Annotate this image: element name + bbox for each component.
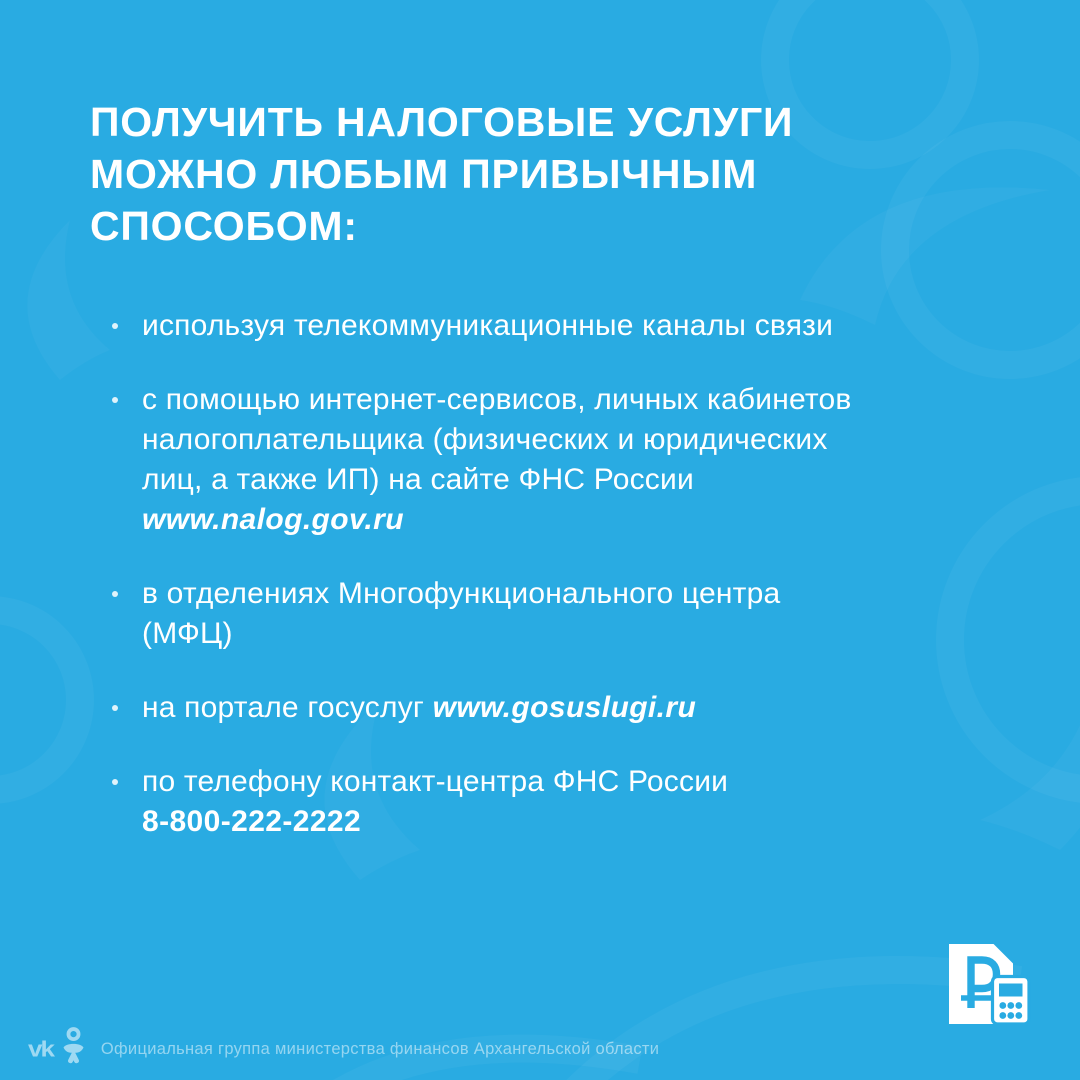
bullet-text: [142, 306, 962, 346]
bullet-text: [142, 380, 962, 540]
bullet-line: (МФЦ): [142, 617, 233, 650]
bullet-line: лиц, а также ИП) на сайте ФНС России: [142, 463, 694, 496]
bullet-item: [90, 306, 1000, 346]
page-title: [90, 96, 1000, 252]
bullet-list: [90, 306, 1000, 842]
bullet-item: [90, 380, 1000, 540]
bullet-marker: [112, 779, 118, 785]
ruble-document-calculator-icon: [948, 939, 1034, 1025]
bullet-item: [90, 574, 1000, 654]
bullet-line: используя телекоммуникационные каналы связи: [142, 309, 834, 342]
bullet-marker: [112, 397, 118, 403]
bullet-item: [90, 762, 1000, 842]
bullet-marker: [112, 705, 118, 711]
bullet-text: [142, 574, 962, 654]
gosuslugi-url: www.gosuslugi.ru: [432, 691, 697, 724]
bullet-line: в отделениях Многофункционального центра: [142, 577, 781, 610]
bullet-line: по телефону контакт-центра ФНС России: [142, 765, 729, 798]
calculator-icon: [993, 977, 1030, 1025]
vk-icon: vk: [28, 1036, 53, 1062]
nalog-url: www.nalog.gov.ru: [142, 503, 404, 536]
bullet-item: [90, 688, 1000, 728]
bullet-marker: [112, 591, 118, 597]
bullet-line: с помощью интернет-сервисов, личных кабинетов: [142, 383, 852, 416]
footer-caption: Официальная группа министерства финансов Архангельской области: [100, 1039, 660, 1058]
bullet-line: налогоплательщика (физических и юридических: [142, 423, 828, 456]
content-area: [90, 96, 1000, 876]
fns-phone-number: 8-800-222-2222: [142, 805, 362, 838]
title-line: МОЖНО ЛЮБЫМ ПРИВЫЧНЫМ: [90, 151, 758, 197]
title-line: ПОЛУЧИТЬ НАЛОГОВЫЕ УСЛУГИ: [90, 99, 794, 145]
bullet-marker: [112, 323, 118, 329]
footer: [28, 1024, 659, 1068]
bullet-line: на портале госуслуг www.gosuslugi.ru: [142, 691, 697, 724]
bullet-text: [142, 762, 962, 842]
ok-icon: [62, 1026, 85, 1064]
bullet-text: [142, 688, 962, 728]
title-line: СПОСОБОМ:: [90, 203, 358, 249]
